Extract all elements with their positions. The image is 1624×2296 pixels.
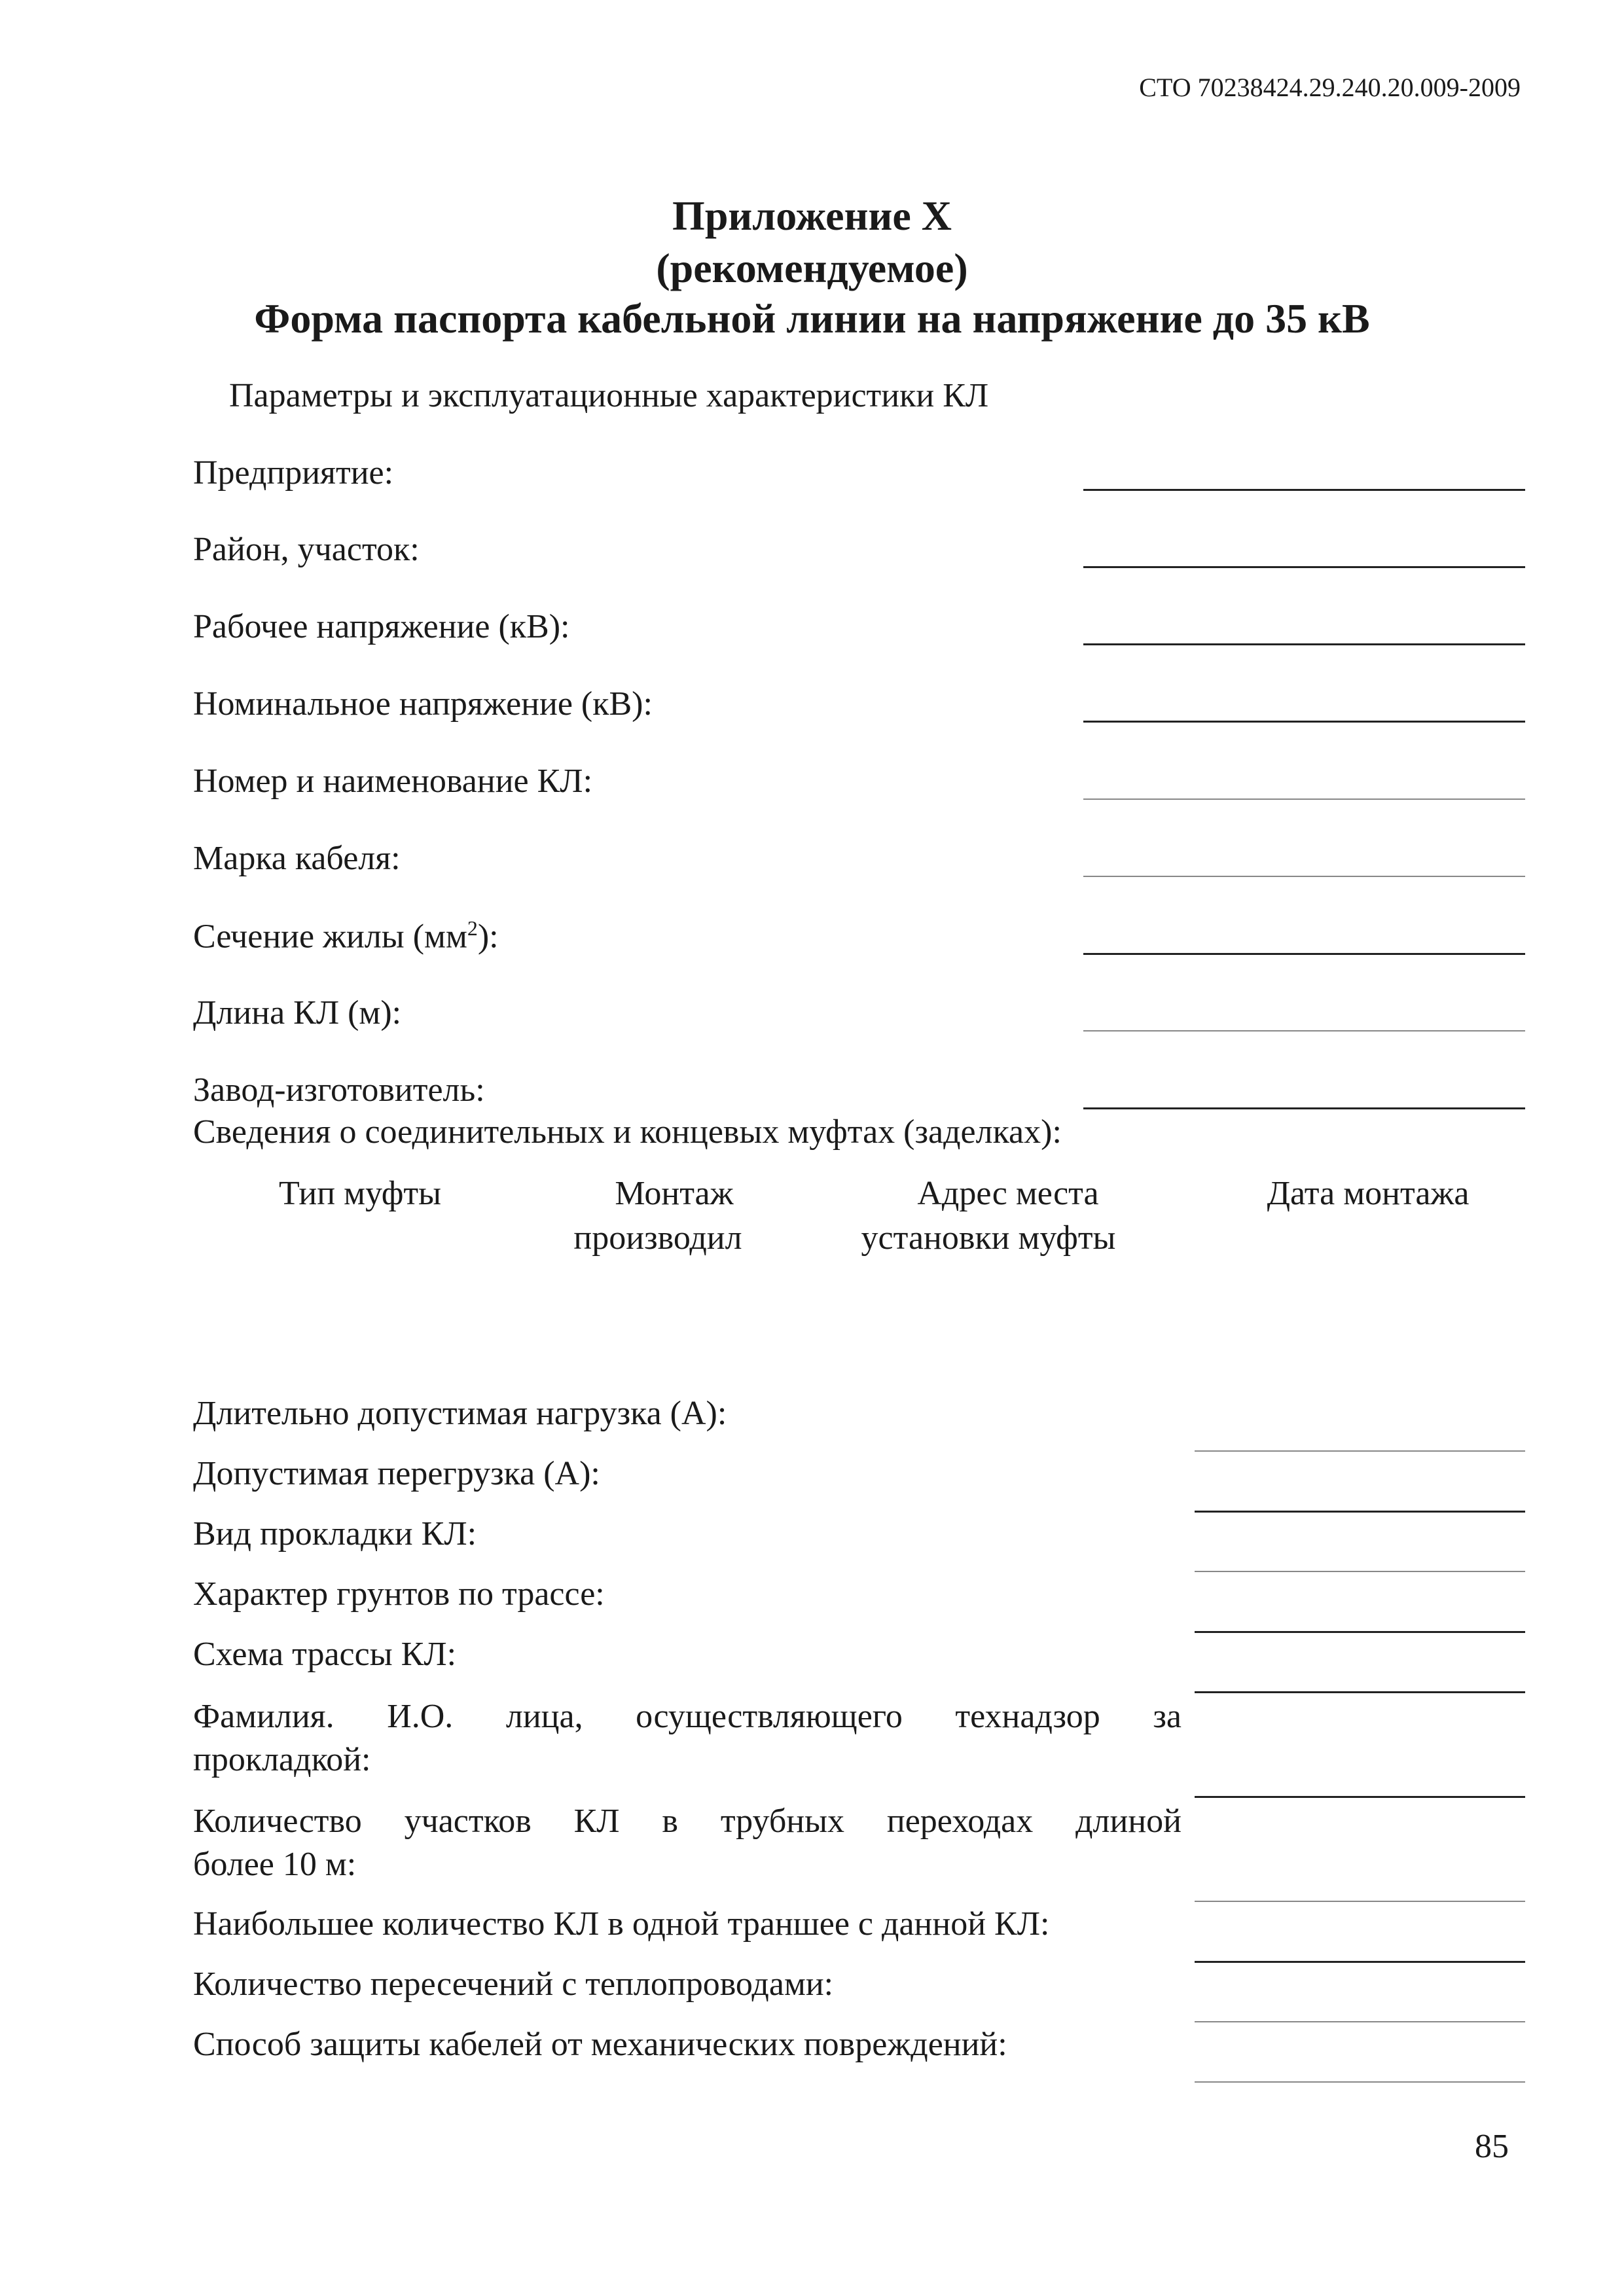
field-label-overload: Допустимая перегрузка (А): <box>193 1455 600 1492</box>
field-line-pipe-sections[interactable] <box>1195 1901 1525 1902</box>
field-line-mechanical-protection[interactable] <box>1195 2081 1525 2083</box>
field-label-enterprise: Предприятие: <box>193 454 394 492</box>
field-label-line-name: Номер и наименование КЛ: <box>193 762 593 800</box>
field-label-laying-type: Вид прокладки КЛ: <box>193 1515 477 1552</box>
field-label-soil-type: Характер грунтов по трассе: <box>193 1575 605 1613</box>
conductor-section-label-text: Сечение жилы (мм <box>193 918 467 956</box>
field-line-laying-type[interactable] <box>1195 1571 1525 1572</box>
appendix-title: Приложение Х <box>672 192 952 239</box>
field-label-district: Район, участок: <box>193 531 420 568</box>
field-label-heat-pipe-crossings: Количество пересечений с теплопроводами: <box>193 1965 834 2003</box>
column-install-address-line2: установки муфты <box>861 1219 1116 1257</box>
conductor-section-superscript: 2 <box>467 916 478 940</box>
column-install-address-line1: Адрес места <box>917 1175 1099 1212</box>
column-install-date <box>1231 1172 1506 1216</box>
field-label-line-length: Длина КЛ (м): <box>193 994 402 1031</box>
field-line-conductor-section[interactable] <box>1083 953 1525 955</box>
field-line-soil-type[interactable] <box>1195 1631 1525 1633</box>
field-line-nominal-voltage[interactable] <box>1083 721 1525 723</box>
field-line-overload[interactable] <box>1195 1511 1525 1513</box>
field-line-cable-brand[interactable] <box>1083 876 1525 877</box>
field-label-operating-voltage: Рабочее напряжение (кВ): <box>193 608 570 645</box>
field-label-conductor-section <box>193 916 499 956</box>
field-line-operating-voltage[interactable] <box>1083 643 1525 645</box>
column-installed-by <box>550 1172 766 1261</box>
field-line-supervisor[interactable] <box>1195 1796 1525 1798</box>
couplings-heading: Сведения о соединительных и концевых муфтах (заделках): <box>193 1113 1062 1151</box>
field-line-line-length[interactable] <box>1083 1030 1525 1031</box>
field-line-enterprise[interactable] <box>1083 489 1525 491</box>
form-title: Форма паспорта кабельной линии на напряжение до 35 кВ <box>254 295 1370 342</box>
column-coupling-type-line1: Тип муфты <box>278 1175 442 1212</box>
field-line-line-name[interactable] <box>1083 798 1525 800</box>
field-line-continuous-load[interactable] <box>1195 1450 1525 1452</box>
field-label-nominal-voltage: Номинальное напряжение (кВ): <box>193 685 653 723</box>
field-label-cable-brand: Марка кабеля: <box>193 840 401 877</box>
field-line-heat-pipe-crossings[interactable] <box>1195 2021 1525 2022</box>
document-code: СТО 70238424.29.240.20.009-2009 <box>1139 73 1521 102</box>
section-caption: Параметры и эксплуатационные характеристики КЛ <box>229 377 989 414</box>
appendix-status: (рекомендуемое) <box>656 245 968 291</box>
field-label-pipe-sections <box>193 1800 1182 1886</box>
field-label-supervisor-line2: прокладкой: <box>193 1741 371 1778</box>
field-label-route-scheme: Схема трассы КЛ: <box>193 1636 457 1673</box>
column-coupling-type <box>242 1172 478 1216</box>
field-line-manufacturer[interactable] <box>1083 1107 1525 1109</box>
column-install-address <box>831 1172 1146 1261</box>
field-label-mechanical-protection: Способ защиты кабелей от механических повреждений: <box>193 2026 1007 2063</box>
field-label-pipe-sections-line1: Количество участков КЛ в трубных переходах длиной <box>193 1803 1182 1840</box>
conductor-section-label-end: ): <box>477 918 499 956</box>
column-install-date-line1: Дата монтажа <box>1267 1175 1470 1212</box>
field-label-max-lines-in-trench: Наибольшее количество КЛ в одной траншее с данной КЛ: <box>193 1905 1050 1943</box>
column-installed-by-line1: Монтаж <box>615 1175 734 1212</box>
column-installed-by-line2: производил <box>573 1219 742 1257</box>
field-label-pipe-sections-line2: более 10 м: <box>193 1846 357 1883</box>
field-label-supervisor-line1: Фамилия. И.О. лица, осуществляющего технадзор за <box>193 1698 1182 1735</box>
field-label-manufacturer: Завод-изготовитель: <box>193 1071 485 1109</box>
page-number: 85 <box>1475 2128 1509 2165</box>
field-label-continuous-load: Длительно допустимая нагрузка (А): <box>193 1395 727 1432</box>
field-label-supervisor <box>193 1695 1182 1782</box>
field-line-district[interactable] <box>1083 566 1525 568</box>
field-line-max-lines-in-trench[interactable] <box>1195 1961 1525 1963</box>
field-line-route-scheme[interactable] <box>1195 1691 1525 1693</box>
